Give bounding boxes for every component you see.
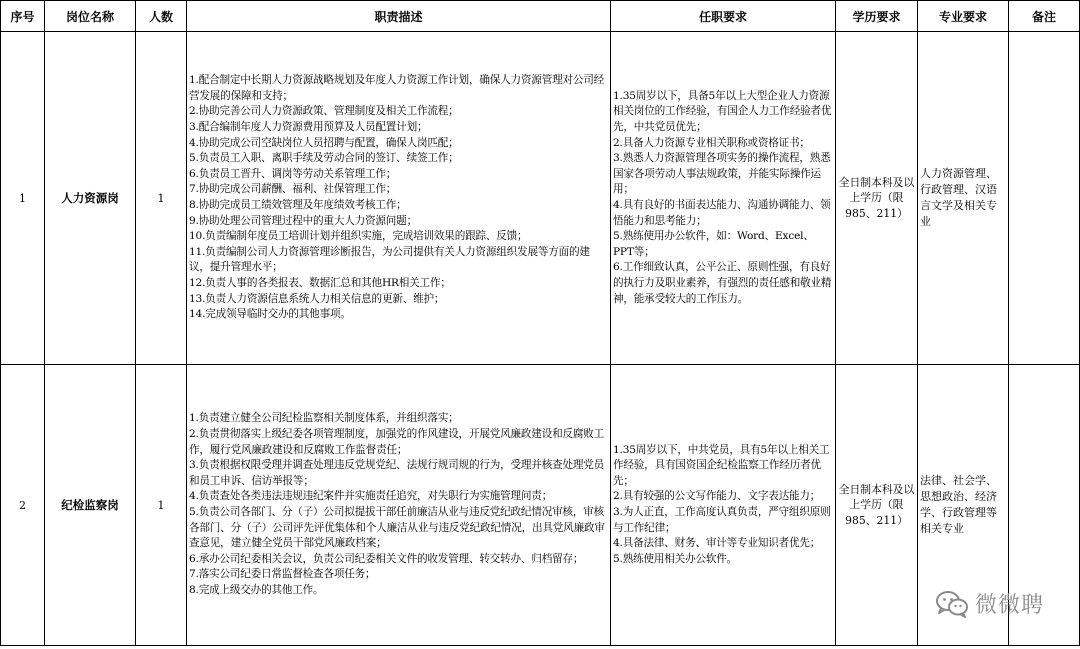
row-major bbox=[918, 32, 1009, 365]
duties-list bbox=[187, 411, 610, 598]
row-count: 1 bbox=[136, 32, 187, 365]
list-item: 2.负责贯彻落实上级纪委各项管理制度，加强党的作风建设，开展党风廉政建设和反腐败工作，履行党风廉政建设和反腐败工作监督责任； bbox=[189, 428, 605, 456]
header-position: 岗位名称 bbox=[45, 1, 136, 32]
header-duties: 职责描述 bbox=[187, 1, 611, 32]
list-item: 8.完成上级交办的其他工作。 bbox=[189, 583, 324, 596]
table-row bbox=[1, 32, 1080, 365]
duties-list bbox=[187, 73, 610, 323]
row-index: 2 bbox=[1, 365, 45, 646]
list-item: 6.工作细致认真，公平公正、原则性强，有良好的执行力及职业素养，有强烈的责任感和敬业精神，能承受较大的工作压力。 bbox=[613, 261, 832, 305]
list-item: 6.负责员工晋升、调岗等劳动关系管理工作； bbox=[189, 167, 397, 180]
list-item: 12.负责人事的各类报表、数据汇总和其他HR相关工作； bbox=[189, 276, 451, 289]
row-education bbox=[836, 365, 918, 646]
list-item: 4.负责查处各类违法违规违纪案件并实施责任追究，对失职行为实施管理问责； bbox=[189, 490, 553, 503]
list-item: 3.熟悉人力资源管理各项实务的操作流程，熟悉国家各项劳动人事法规政策，并能实际操作运用； bbox=[613, 152, 831, 196]
list-item: 1.负责建立健全公司纪检监察相关制度体系，并组织落实； bbox=[189, 412, 459, 425]
row-requirements bbox=[611, 365, 836, 646]
row-position: 纪检监察岗 bbox=[45, 365, 136, 646]
table-row bbox=[1, 365, 1080, 646]
row-requirements bbox=[611, 32, 836, 365]
list-item: 11.负责编制公司人力资源管理诊断报告，为公司提供有关人力资源组织发展等方面的建议，提升管理水平； bbox=[189, 245, 590, 274]
row-count: 1 bbox=[136, 365, 187, 646]
row-position: 人力资源岗 bbox=[45, 32, 136, 365]
row-duties bbox=[187, 365, 611, 646]
row-remark bbox=[1009, 32, 1080, 365]
list-item: 4.具备法律、财务、审计等专业知识者优先； bbox=[613, 537, 821, 550]
list-item: 10.负责编制年度员工培训计划并组织实施，完成培训效果的跟踪、反馈； bbox=[189, 230, 528, 243]
list-item: 9.协助处理公司管理过程中的重大人力资源问题； bbox=[189, 214, 417, 227]
requirements-list bbox=[611, 89, 835, 307]
list-item: 13.负责人力资源信息系统人力相关信息的更新、维护； bbox=[189, 292, 445, 305]
list-item: 8.协助完成员工绩效管理及年度绩效考核工作； bbox=[189, 199, 407, 211]
list-item: 3.为人正直，工作高度认真负责，严守组织原则与工作纪律； bbox=[613, 506, 831, 534]
list-item: 14.完成领导临时交办的其他事项。 bbox=[189, 308, 351, 321]
major-text: 法律、社会学、思想政治、经济学、行政管理等相关专业 bbox=[920, 474, 997, 535]
header-major: 专业要求 bbox=[918, 1, 1009, 32]
list-item: 5.负责员工入职、离职手续及劳动合同的签订、续签工作； bbox=[189, 152, 459, 165]
requirements-list bbox=[611, 443, 835, 568]
row-index: 1 bbox=[1, 32, 45, 365]
education-text: 全日制本科及以上学历（限985、211） bbox=[838, 482, 915, 527]
list-item: 5.熟练使用办公软件，如：Word、Excel、PPT等； bbox=[613, 230, 814, 258]
list-item: 5.负责公司各部门、分（子）公司拟提拔干部任前廉洁从业与违反党纪政纪情况审核，审核各部门、分（子）公司评先评优集体和个人廉洁从业与违反党纪政纪情况，出具党风廉政审查意见，建立健全党员干部党风廉政档案； bbox=[189, 506, 605, 550]
header-education: 学历要求 bbox=[836, 1, 918, 32]
header-row bbox=[1, 1, 1080, 32]
list-item: 1.35周岁以下，中共党员，具有5年以上相关工作经验，具有国资国企纪检监察工作经历者优先； bbox=[613, 443, 830, 487]
header-count: 人数 bbox=[136, 1, 187, 32]
wechat-icon bbox=[935, 590, 969, 618]
list-item: 6.承办公司纪委相关会议，负责公司纪委相关文件的收发管理、转交转办、归档留存； bbox=[189, 552, 584, 565]
row-duties bbox=[187, 32, 611, 365]
header-requirements: 任职要求 bbox=[611, 1, 836, 32]
list-item: 1.配合制定中长期人力资源战略规划及年度人力资源工作计划，确保人力资源管理对公司经营发展的保障和支持； bbox=[189, 74, 605, 102]
list-item: 3.配合编制年度人力资源费用预算及人员配置计划； bbox=[189, 121, 428, 134]
list-item: 5.熟练使用相关办公软件。 bbox=[613, 552, 738, 565]
list-item: 3.负责根据权限受理并调查处理违反党规党纪、法规行规司规的行为，受理并核查处理党员和员工申诉、信访举报等； bbox=[189, 459, 605, 487]
list-item: 2.协助完善公司人力资源政策、管理制度及相关工作流程； bbox=[189, 105, 459, 118]
list-item: 1.35周岁以下，具备5年以上大型企业人力资源相关岗位的工作经验，有国企人力工作经验者优先，中共党员优先； bbox=[613, 89, 832, 134]
education-text: 全日制本科及以上学历（限985、211） bbox=[838, 175, 915, 220]
major-text: 人力资源管理、行政管理、汉语言文学及相关专业 bbox=[920, 167, 997, 228]
list-item: 2.具有较强的公文写作能力、文字表达能力； bbox=[613, 490, 821, 503]
header-index: 序号 bbox=[1, 1, 45, 32]
list-item: 7.落实公司纪委日常监督检查各项任务； bbox=[189, 568, 376, 581]
watermark-text: 微微聘 bbox=[974, 593, 1044, 618]
list-item: 7.协助完成公司薪酬、福利、社保管理工作； bbox=[189, 183, 397, 196]
row-education bbox=[836, 32, 918, 365]
watermark bbox=[935, 588, 1044, 619]
list-item: 4.协助完成公司空缺岗位人员招聘与配置，确保人岗匹配； bbox=[189, 136, 459, 149]
list-item: 2.具备人力资源专业相关职称或资格证书； bbox=[613, 136, 810, 149]
header-remark: 备注 bbox=[1009, 1, 1080, 32]
list-item: 4.具有良好的书面表达能力、沟通协调能力、领悟能力和思考能力； bbox=[613, 199, 831, 227]
